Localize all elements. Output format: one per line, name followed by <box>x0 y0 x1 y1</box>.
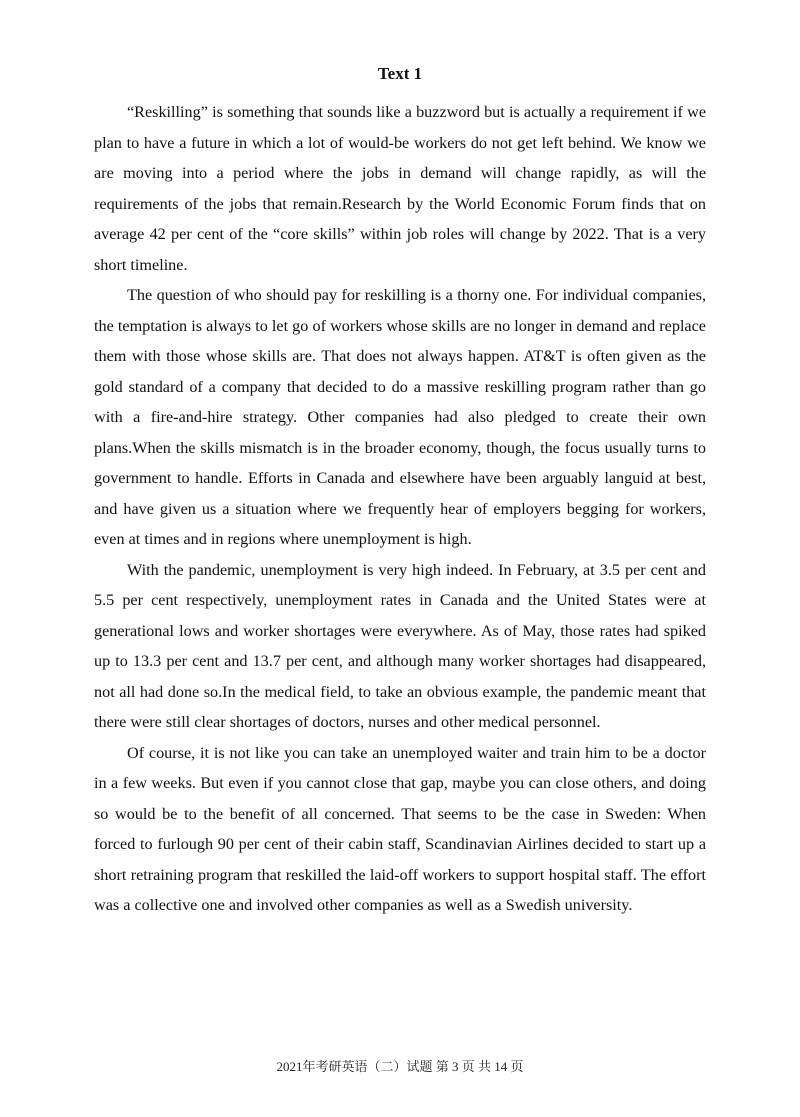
paragraph-2: The question of who should pay for reskilling is a thorny one. For individual companies, the temptation is always to let go of workers whose skills are no longer in demand and replace them with those whose skills are. That does not always happen. AT&T is often given as the gold standard of a company that decided to do a massive reskilling program rather than go with a fire-and-hire strategy. Other companies had also pledged to create their own plans.When the skills mismatch is in the broader economy, though, the focus usually turns to government to handle. Efforts in Canada and elsewhere have been arguably languid at best, and have given us a situation where we frequently hear of employers begging for workers, even at times and in regions where unemployment is high. <box>94 286 706 548</box>
paragraph-1: “Reskilling” is something that sounds like a buzzword but is actually a requirement if we plan to have a future in which a lot of would-be workers do not get left behind. We know we are moving into a period where the jobs in demand will change rapidly, as will the requirements of the jobs that remain.Research by the World Economic Forum finds that on average 42 per cent of the “core skills” within job roles will change by 2022. That is a very short timeline. <box>94 103 706 274</box>
passage-title: Text 1 <box>377 64 423 83</box>
page-footer: 2021年考研英语（二）试题 第 3 页 共 14 页 <box>276 1059 524 1074</box>
passage-body <box>94 97 706 921</box>
paragraph-3: With the pandemic, unemployment is very high indeed. In February, at 3.5 per cent and 5.5 per cent respectively, unemployment rates in Canada and the United States were at generational lows and worker shortages were everywhere. As of May, those rates had spiked up to 13.3 per cent and 13.7 per cent, and although many worker shortages had disappeared, not all had done so.In the medical field, to take an obvious example, the pandemic meant that there were still clear shortages of doctors, nurses and other medical personnel. <box>94 560 706 731</box>
paragraph-4: Of course, it is not like you can take an unemployed waiter and train him to be a doctor in a few weeks. But even if you cannot close that gap, maybe you can close others, and doing so would be to the benefit of all concerned. That seems to be the case in Sweden: When forced to furlough 90 per cent of their cabin staff, Scandinavian Airlines decided to start up a short retraining program that reskilled the laid-off workers to support hospital staff. The effort was a collective one and involved other companies as well as a Swedish university. <box>94 743 706 914</box>
